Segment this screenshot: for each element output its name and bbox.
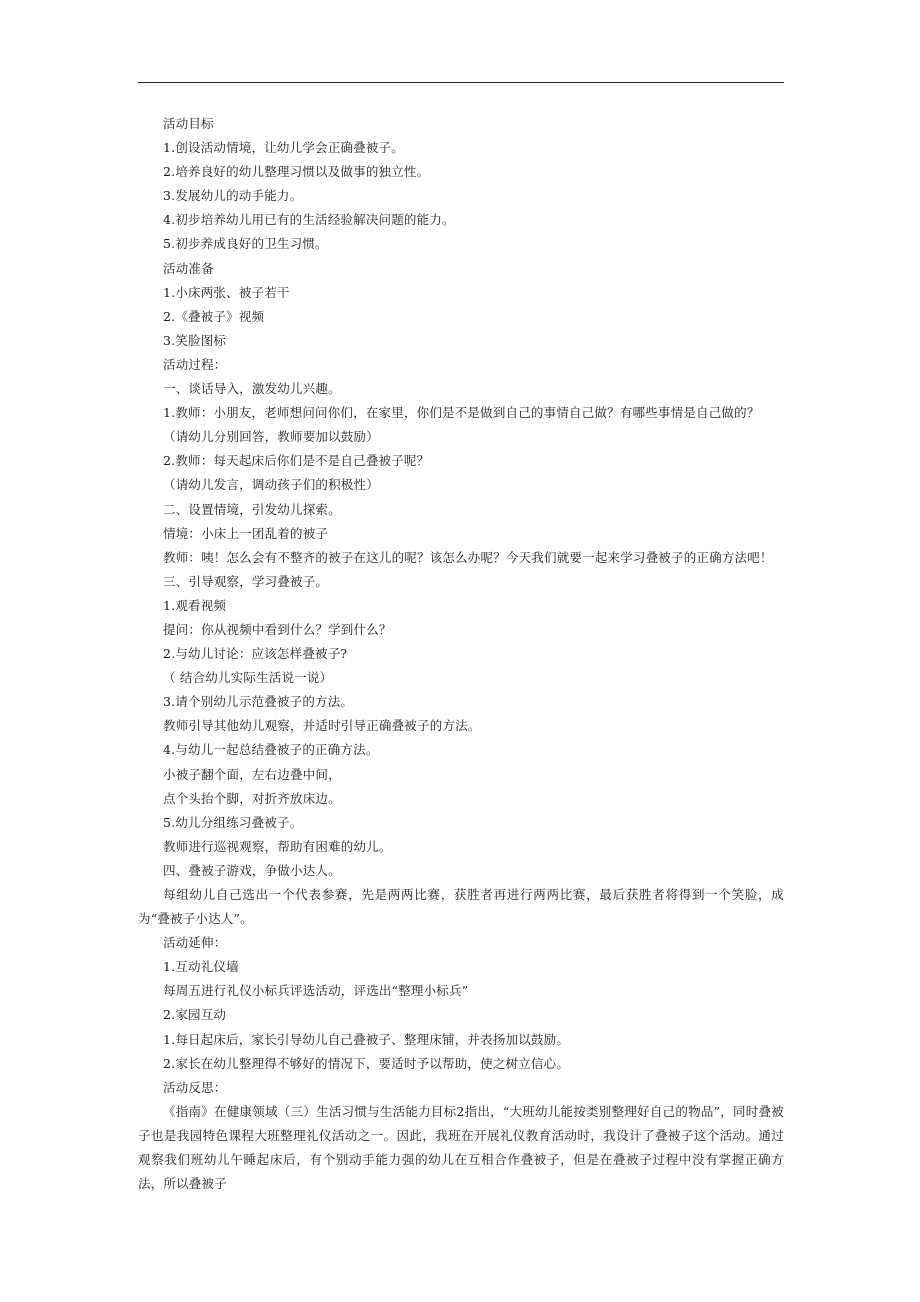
- text-line: 四、叠被子游戏，争做小达人。: [163, 862, 341, 878]
- text-line: 1.创设活动情境，让幼儿学会正确叠被子。: [163, 140, 404, 156]
- header-rule: [138, 82, 784, 83]
- text-line: 1.互动礼仪墙: [163, 959, 239, 975]
- text-line: 小被子翻个面，左右边叠中间，: [163, 766, 341, 782]
- text-line: 4.与幼儿一起总结叠被子的正确方法。: [163, 742, 379, 758]
- section-lines-2: [138, 931, 784, 1100]
- text-line: 活动过程：: [163, 356, 227, 372]
- text-line: 每周五进行礼仪小标兵评选活动，评选出“整理小标兵”: [163, 983, 469, 999]
- text-line: 5.初步养成良好的卫生习惯。: [163, 236, 328, 252]
- competition-paragraph: 每组幼儿自己选出一个代表参赛，先是两两比赛，获胜者再进行两两比赛，最后获胜者将得到一个笑脸，成为“叠被子小达人”。: [138, 887, 784, 927]
- text-line: 教师引导其他幼儿观察，并适时引导正确叠被子的方法。: [163, 718, 481, 734]
- reflection-paragraph: 《指南》在健康领域（三）生活习惯与生活能力目标2指出，“大班幼儿能按类别整理好自己的物品”，同时叠被子也是我园特色课程大班整理礼仪活动之一。因此，我班在开展礼仪教育活动时，我设计了叠被子这个活动。通过观察我们班幼儿午睡起床后，有个别动手能力强的幼儿在互相合作叠被子，但是在叠被子过程中没有掌握正确方法，所以叠被子: [138, 1103, 784, 1192]
- text-line: 1.教师：小朋友，老师想问问你们，在家里，你们是不是做到自己的事情自己做？有哪些事情是自己做的？: [163, 405, 760, 421]
- text-line: 提问：你从视频中看到什么？学到什么？: [163, 621, 392, 637]
- text-line: 活动目标: [163, 116, 214, 131]
- text-line: 教师进行巡视观察，帮助有困难的幼儿。: [163, 838, 392, 854]
- text-line: 2.教师：每天起床后你们是不是自己叠被子呢？: [163, 453, 430, 469]
- text-line: 3.笑脸图标: [163, 332, 227, 348]
- text-line: 3.请个别幼儿示范叠被子的方法。: [163, 694, 354, 710]
- text-line: 教师：咦！怎么会有不整齐的被子在这儿的呢？该怎么办呢？今天我们就要一起来学习叠被子的正确方法吧！: [163, 549, 773, 565]
- text-line: 2.家长在幼儿整理得不够好的情况下，要适时予以帮助，使之树立信心。: [163, 1055, 570, 1071]
- text-line: 活动延伸：: [163, 935, 227, 951]
- text-line: 活动反思：: [163, 1079, 227, 1095]
- text-line: 2.家园互动: [163, 1007, 227, 1023]
- text-line: 2.《叠被子》视频: [163, 308, 265, 324]
- text-line: 2.与幼儿讨论：应该怎样叠被子?: [163, 646, 348, 662]
- text-line: 点个头抬个脚，对折齐放床边。: [163, 790, 341, 806]
- text-line: 活动准备: [163, 260, 214, 276]
- text-line: 1.观看视频: [163, 597, 227, 613]
- text-line: 4.初步培养幼儿用已有的生活经验解决问题的能力。: [163, 212, 455, 228]
- text-line: 2.培养良好的幼儿整理习惯以及做事的独立性。: [163, 164, 430, 180]
- text-line: 一、谈话导入，激发幼儿兴趣。: [163, 381, 341, 397]
- text-line: 1.每日起床后，家长引导幼儿自己叠被子、整理床铺，并表扬加以鼓励。: [163, 1031, 570, 1047]
- text-line: 三、引导观察，学习叠被子。: [163, 573, 329, 589]
- text-line: 1.小床两张、被子若干: [163, 284, 290, 300]
- text-line: 情境：小床上一团乱着的被子: [163, 525, 329, 541]
- text-line: 3.发展幼儿的动手能力。: [163, 188, 303, 204]
- text-line: （请幼儿分别回答，教师要加以鼓励）: [163, 429, 379, 445]
- text-line: （ 结合幼儿实际生活说一说）: [163, 670, 333, 686]
- text-line: （请幼儿发言，调动孩子们的积极性）: [163, 477, 379, 493]
- text-line: 5.幼儿分组练习叠被子。: [163, 814, 303, 830]
- document-body: [138, 112, 784, 1192]
- section-lines-1: [138, 112, 784, 883]
- text-line: 二、设置情境，引发幼儿探索。: [163, 501, 341, 517]
